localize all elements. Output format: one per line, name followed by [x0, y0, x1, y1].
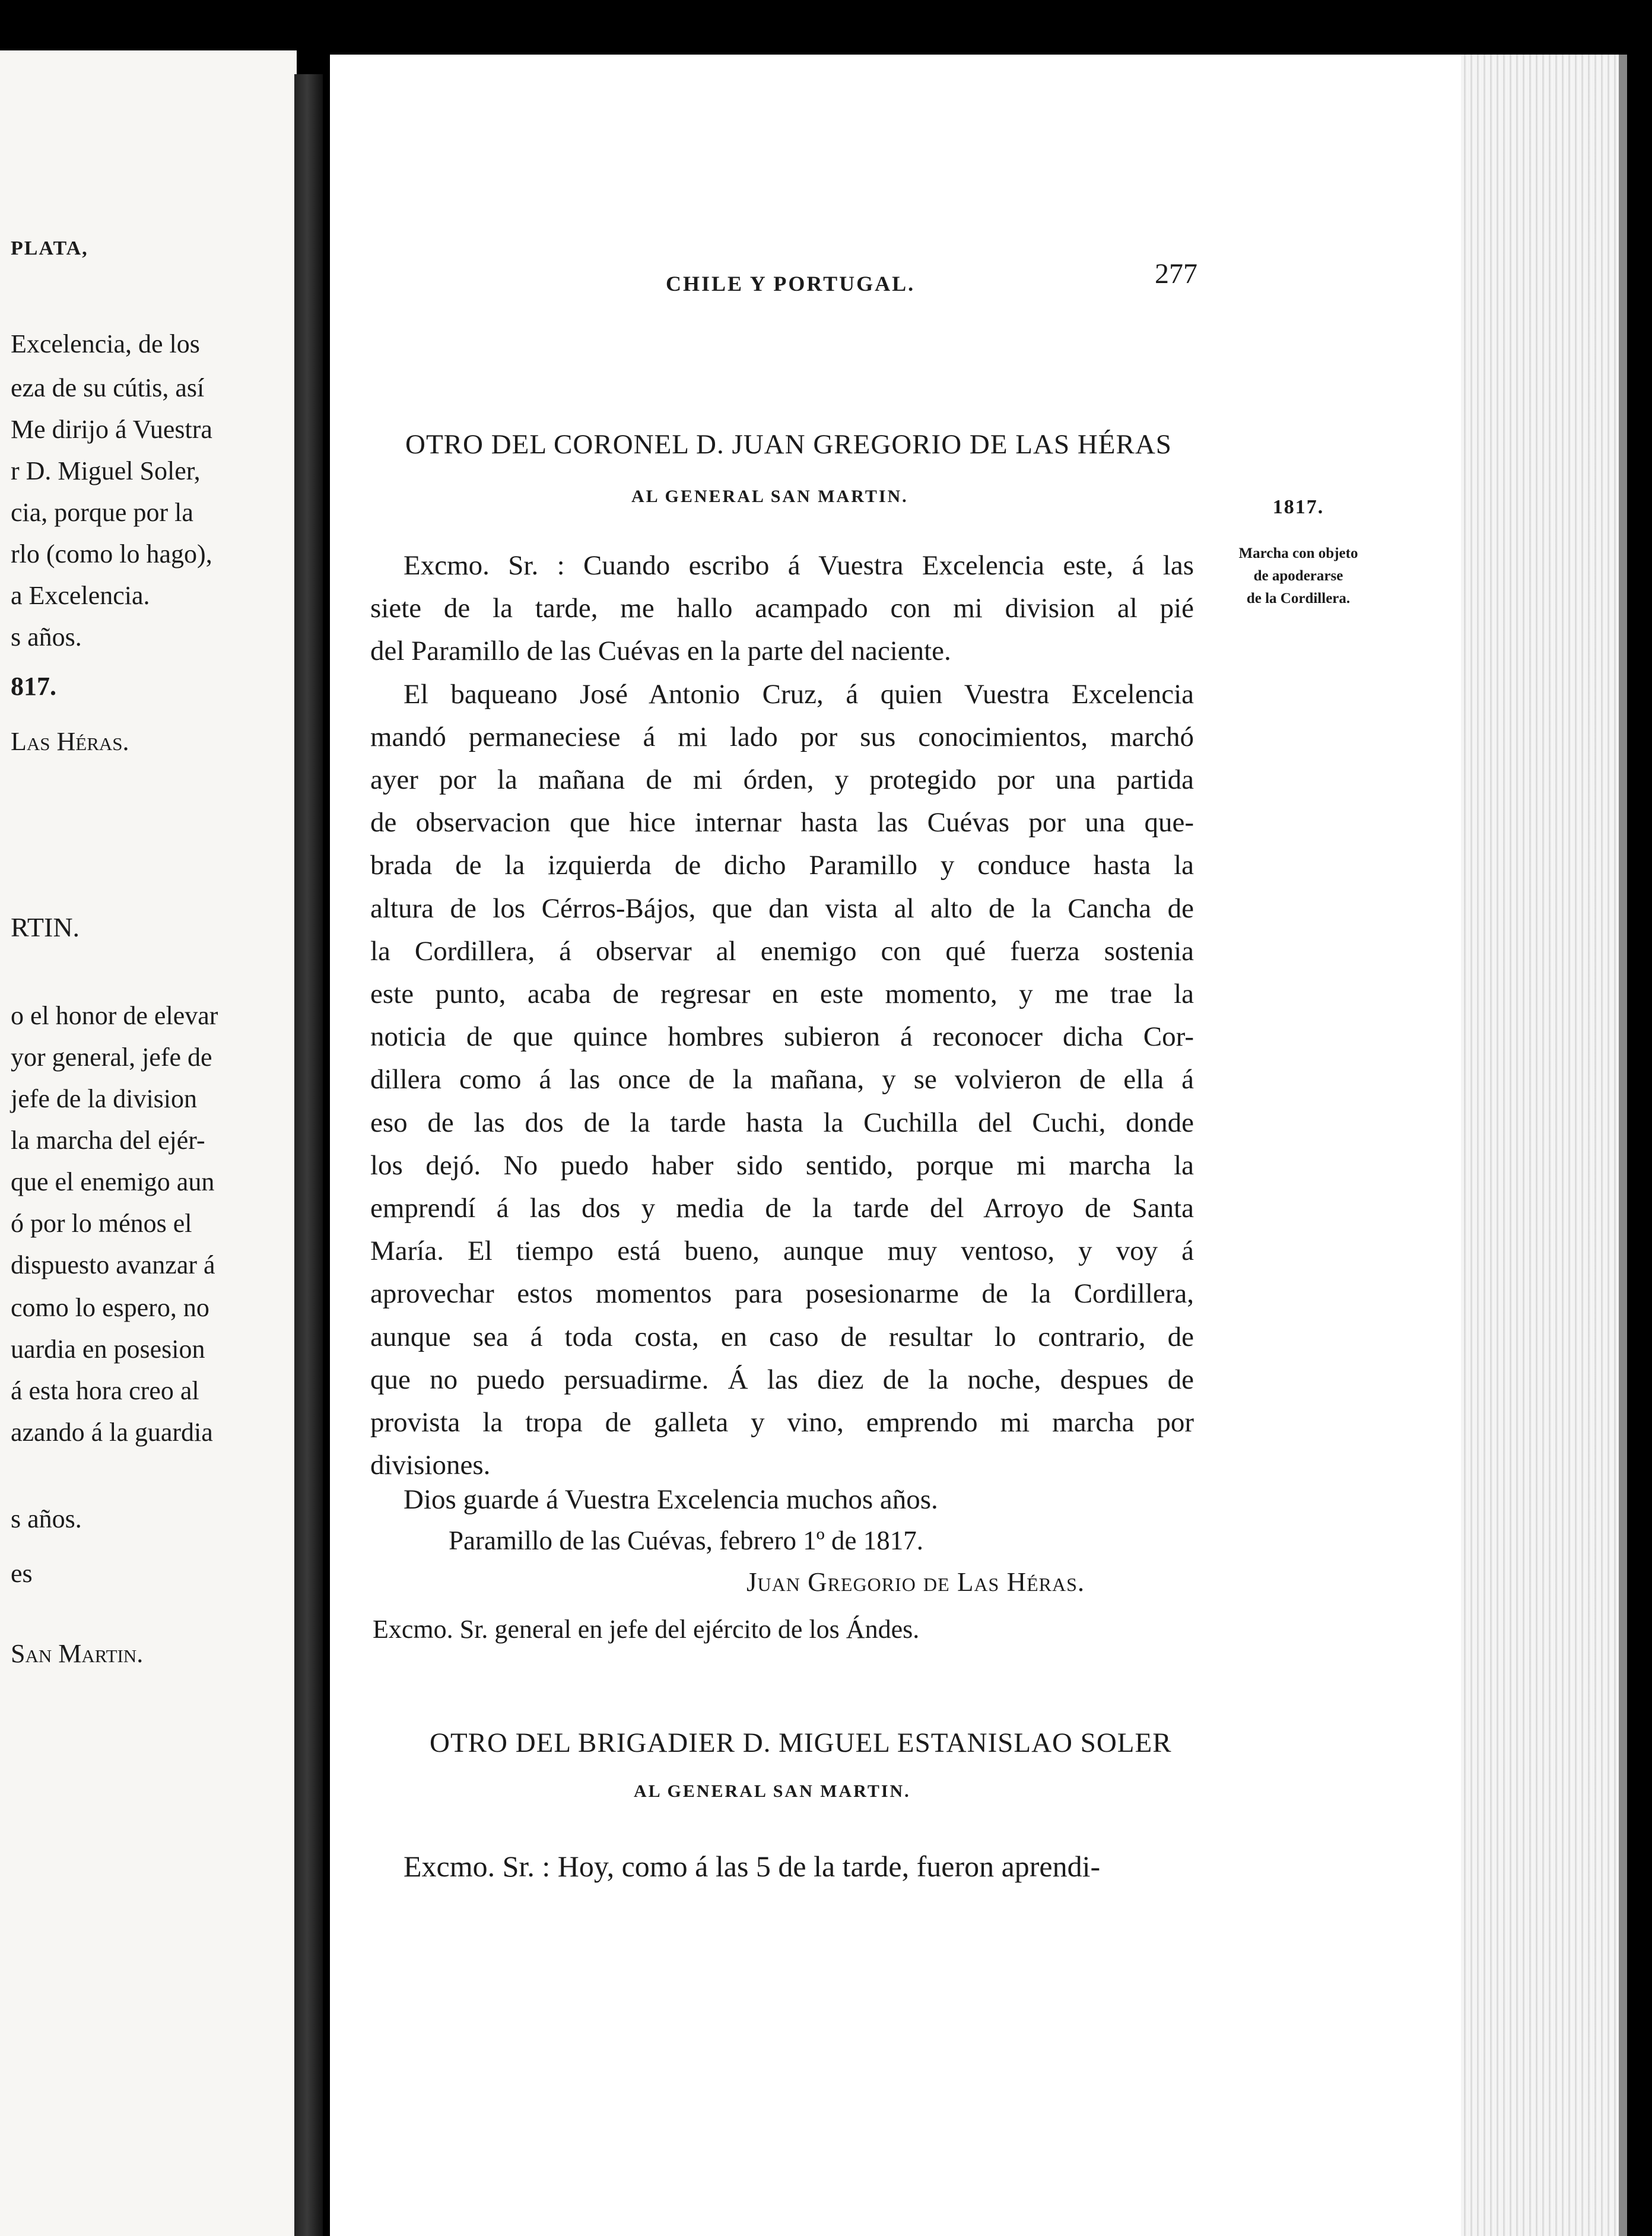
- letter2-subtitle: AL GENERAL SAN MARTIN.: [634, 1781, 911, 1801]
- page-edges: [1461, 55, 1627, 2236]
- letter1-line: provista la tropa de galleta y vino, emprendo mi marcha por: [370, 1407, 1194, 1438]
- letter1-line: El baqueano José Antonio Cruz, á quien Vuestra Excelencia: [404, 679, 1194, 710]
- letter2-title: OTRO DEL BRIGADIER D. MIGUEL ESTANISLAO SOLER: [430, 1727, 1172, 1758]
- left-page-line: que el enemigo aun: [11, 1167, 215, 1196]
- page-number: 277: [1155, 258, 1197, 290]
- margin-note-line: de apoderarse: [1253, 568, 1343, 584]
- letter1-signature: Juan Gregorio de Las Héras.: [746, 1567, 1085, 1597]
- letter1-line: brada de la izquierda de dicho Paramillo y conduce hasta la: [370, 850, 1194, 881]
- page-277: [330, 55, 1461, 2236]
- letter1-line: los dejó. No puedo haber sido sentido, porque mi marcha la: [370, 1150, 1194, 1181]
- left-page-line: dispuesto avanzar á: [11, 1250, 215, 1279]
- left-page-line: s años.: [11, 622, 82, 652]
- left-page-line: ó por lo ménos el: [11, 1209, 192, 1238]
- letter1-line: que no puedo persuadirme. Á las diez de la noche, despues de: [370, 1364, 1194, 1395]
- letter1-line: Excmo. Sr. : Cuando escribo á Vuestra Excelencia este, á las: [404, 550, 1194, 581]
- left-page-line: PLATA,: [11, 237, 88, 259]
- book-gutter: [294, 74, 323, 2236]
- letter1-line: este punto, acaba de regresar en este momento, y me trae la: [370, 979, 1194, 1009]
- left-page-line: Excelencia, de los: [11, 329, 200, 358]
- letter1-place-date: Paramillo de las Cuévas, febrero 1º de 1817.: [449, 1526, 923, 1555]
- left-page-line: a Excelencia.: [11, 581, 150, 610]
- left-page-line: Las Héras.: [11, 727, 129, 756]
- left-page-line: RTIN.: [11, 912, 80, 942]
- left-page-line: cia, porque por la: [11, 498, 193, 527]
- letter1-subtitle: AL GENERAL SAN MARTIN.: [631, 487, 908, 506]
- left-page-line: la marcha del ejér-: [11, 1126, 205, 1155]
- left-page-line: yor general, jefe de: [11, 1043, 212, 1072]
- letter1-line: eso de las dos de la tarde hasta la Cuchilla del Cuchi, donde: [370, 1107, 1194, 1138]
- left-page-line: rlo (como lo hago),: [11, 539, 212, 568]
- letter1-line: del Paramillo de las Cuévas en la parte del naciente.: [370, 636, 951, 666]
- left-page-line: es: [11, 1559, 33, 1588]
- letter1-line: María. El tiempo está bueno, aunque muy ventoso, y voy á: [370, 1235, 1194, 1266]
- left-page-line: como lo espero, no: [11, 1293, 209, 1322]
- running-title: CHILE Y PORTUGAL.: [666, 272, 916, 296]
- left-page-line: r D. Miguel Soler,: [11, 456, 201, 485]
- letter1-line: noticia de que quince hombres subieron á reconocer dicha Cor-: [370, 1021, 1194, 1052]
- left-page-line: á esta hora creo al: [11, 1376, 199, 1405]
- margin-year: 1817.: [1272, 496, 1324, 518]
- letter1-line: la Cordillera, á observar al enemigo con qué fuerza sostenia: [370, 936, 1194, 967]
- letter1-closing: Dios guarde á Vuestra Excelencia muchos años.: [404, 1484, 938, 1515]
- letter1-line: divisiones.: [370, 1450, 491, 1481]
- left-page-line: azando á la guardia: [11, 1418, 213, 1447]
- letter1-title: OTRO DEL CORONEL D. JUAN GREGORIO DE LAS HÉRAS: [405, 429, 1172, 460]
- left-page-line: uardia en posesion: [11, 1335, 205, 1364]
- letter1-line: siete de la tarde, me hallo acampado con mi division al pié: [370, 593, 1194, 624]
- letter1-line: mandó permaneciese á mi lado por sus conocimientos, marchó: [370, 722, 1194, 752]
- margin-note-line: de la Cordillera.: [1246, 590, 1351, 606]
- left-page-line: San Martin.: [11, 1639, 144, 1668]
- left-page-line: Me dirijo á Vuestra: [11, 415, 212, 444]
- letter1-line: aprovechar estos momentos para posesionarme de la Cordillera,: [370, 1278, 1194, 1309]
- letter1-line: altura de los Cérros-Bájos, que dan vista al alto de la Cancha de: [370, 893, 1194, 924]
- left-page-fragment: [0, 50, 297, 2236]
- letter1-line: de observacion que hice internar hasta las Cuévas por una que-: [370, 807, 1194, 838]
- letter1-line: aunque sea á toda costa, en caso de resultar lo contrario, de: [370, 1322, 1194, 1352]
- left-page-line: o el honor de elevar: [11, 1001, 218, 1030]
- left-page-line: s años.: [11, 1504, 82, 1533]
- letter1-line: dillera como á las once de la mañana, y se volvieron de ella á: [370, 1064, 1194, 1095]
- letter1-line: ayer por la mañana de mi órden, y protegido por una partida: [370, 764, 1194, 795]
- left-page-line: eza de su cútis, así: [11, 373, 205, 402]
- letter2-first-line: Excmo. Sr. : Hoy, como á las 5 de la tarde, fueron aprendi-: [404, 1850, 1101, 1883]
- letter1-addressee: Excmo. Sr. general en jefe del ejército de los Ándes.: [373, 1615, 920, 1644]
- margin-note-line: Marcha con objeto: [1238, 545, 1358, 561]
- left-page-line: jefe de la division: [11, 1084, 198, 1113]
- left-page-line: 817.: [11, 672, 56, 701]
- letter1-line: emprendí á las dos y media de la tarde del Arroyo de Santa: [370, 1193, 1194, 1224]
